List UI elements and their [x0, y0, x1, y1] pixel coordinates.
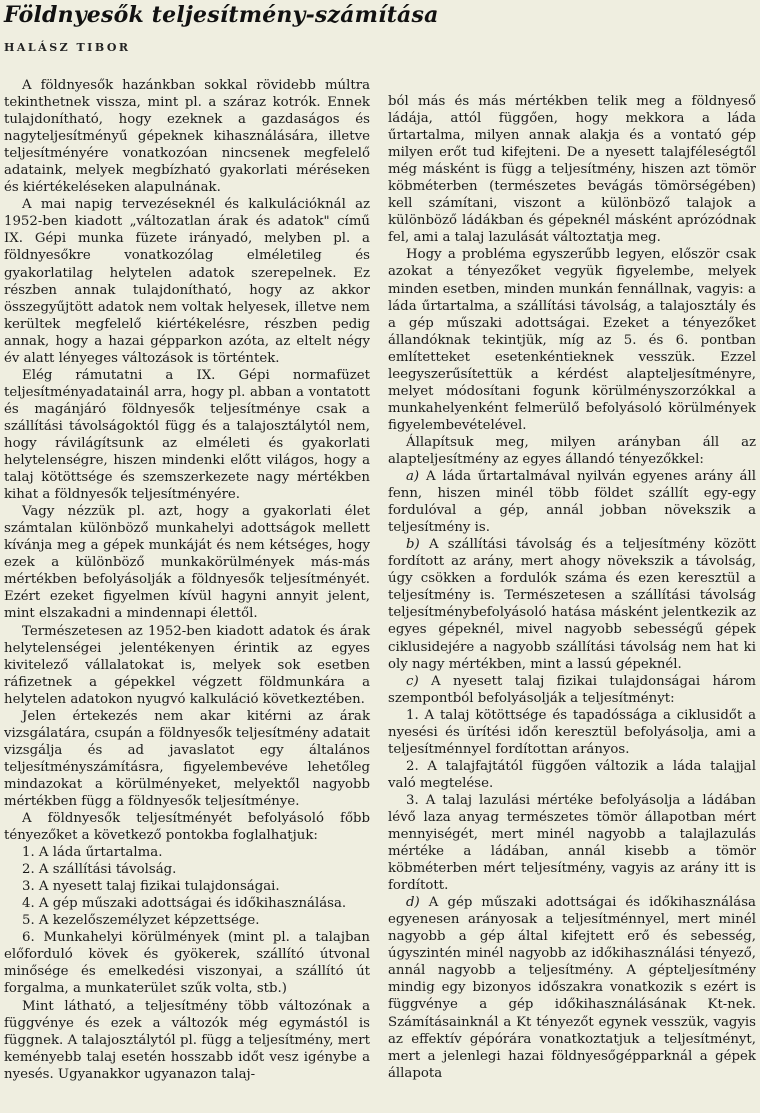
article-title: Földnyesők teljesítmény-számítása — [4, 2, 439, 28]
paragraph: Természetesen az 1952-ben kiadott adatok és árak helytelenségei jelentékenyen érintik az egyes kivitelező vállalatokat is, melyek sok esetben ráfizetnek a gépekkel végzett földmunkára a helytelen adatokon nyugvó kalkuláció következtében. — [4, 623, 370, 707]
point-text: A gép műszaki adottságai és időkihasználása egyenesen arányosak a teljesítménnyel, mert minél nagyobb a gép által kifejtett erő és sebesség, úgyszintén minél nagyobb az időkihasználási tényező, annál nagyobb a teljesítmény. A gépteljesítmény mindig egy bizonyos időszakra vonatkozik s ezért is függvénye a gép időkihasználásának Kt-nek. Számításainknál a Kt tényezőt egynek vesszük, vagyis az effektív gépórára vonatkoztatjuk a teljesítményt, mert a jelenlegi hazai földnyesőgépparknál a gépek állapota — [388, 895, 756, 1081]
factor-item: 2. A szállítási távolság. — [22, 862, 177, 878]
factor-item: 5. A kezelőszemélyzet képzettsége. — [22, 913, 260, 929]
factor-item: 4. A gép műszaki adottságai és időkihasználása. — [22, 896, 347, 912]
paragraph: A földnyesők hazánkban sokkal rövidebb múltra tekinthetnek vissza, mint pl. a száraz kotrók. Ennek tulajdonítható, hogy ezeknek a gazdaságos és nagyteljesítményű gépeknek kihasználására, illetve teljesítményére vonatkozóan nincsenek megfelelő adataink, melyek megbízható gyakorlati méréseken és kiértékeléseken alapulnának. — [4, 78, 370, 196]
paragraph: Hogy a probléma egyszerűbb legyen, először csak azokat a tényezőket vegyük figyelembe, melyek minden esetben, minden munkán fennállnak, vagyis: a láda űrtartalma, a szállítási távolság, a talajosztály és a gép műszaki adottságai. Ezeket a tényezőket állandóknak tekintjük, míg az 5. és 6. pontban említetteket esetenkéntieknek vesszük. Ezzel leegyszerűsítettük a kérdést alapteljesítményre, melyet módosítani fogunk körülményszorzókkal a munkahelyenként felmerülő befolyásoló körülmények figyelembevételével. — [388, 247, 756, 433]
paragraph: Jelen értekezés nem akar kitérni az árak vizsgálatára, csupán a földnyesők teljesítmény adatait vizsgálja és ad javaslatot egy általános teljesítményszámításra, figyelembevéve lehetőleg mindazokat a körülményeket, melyektől nagyobb mértékben függ a földnyesők teljesítménye. — [4, 708, 370, 809]
point-text: A nyesett talaj fizikai tulajdonságai három szempontból befolyásolják a teljesítményt: — [388, 673, 756, 706]
author-name: HALÁSZ TIBOR — [4, 41, 131, 54]
point-d — [388, 894, 756, 1082]
soil-item: 3. A talaj lazulási mértéke befolyásolja a ládában lévő laza anyag természetes tömör állapotban mért mennyiségét, mert minél nagyobb a talajlazulás mértéke a ládában, annál kisebb a tömör köbméterben mért teljesítmény, vagyis az arány itt is fordított. — [388, 792, 756, 894]
point-a — [388, 468, 756, 536]
point-text: A szállítási távolság és a teljesítmény között fordított az arány, mert ahogy növekszik a távolság, úgy csökken a fordulók száma és ezen keresztül a teljesítmény is. Természetesen a szállítási távolság teljesítménybefolyásoló hatása másként jelentkezik az egyes gépeknél, mivel nagyobb sebességű gépek ciklusidejére a nagyobb szállítási távolság nem hat ki oly nagy mértékben, mint a lassú gépeknél. — [388, 537, 756, 672]
factor-item: 1. A láda űrtartalma. — [22, 845, 163, 861]
paragraph: Mint látható, a teljesítmény több változónak a függvénye és ezek a változók még egymástól is függnek. A talajosztálytól pl. függ a teljesítmény, mert keményebb talaj esetén hosszabb időt vesz igénybe a nyesés. Ugyanakkor ugyanazon talaj- — [4, 998, 370, 1082]
left-column — [4, 77, 370, 1083]
paragraph: ból más és más mértékben telik meg a földnyeső ládája, attól függően, hogy mekkora a láda űrtartalma, milyen annak alakja és a vontató gép milyen erőt tud kifejteni. De a nyesett talajféleségtől még másként is függ a teljesítmény, hiszen azt tömör köbméterben (természetes bevágás tömörségében) kell számítani, viszont a különböző talajok a különböző ládákban és gépeknél másként aprózódnak fel, ami a talaj lazulását változtatja meg. — [388, 94, 756, 246]
point-c — [388, 673, 756, 707]
point-text: A láda űrtartalmával nyilván egyenes arány áll fenn, hiszen minél több földet szállít egy-egy fordulóval a gép, annál jobban növekszik a teljesítmény is. — [388, 469, 756, 536]
factor-item: 3. A nyesett talaj fizikai tulajdonságai. — [22, 879, 280, 895]
paragraph: Elég rámutatni a IX. Gépi normafüzet teljesítményadatainál arra, hogy pl. abban a vontatott és magánjáró földnyesők teljesítménye csak a szállítási távolságoktól függ és a talajosztálytól nem, hogy rávilágítsunk az elméleti és gyakorlati helytelenségre, hiszen mindenki előtt világos, hogy a talaj kötöttsége és szemszerkezete nagy mértékben kihat a földnyesők teljesítményére. — [4, 367, 370, 503]
point-marker: a) — [406, 469, 420, 485]
soil-item: 2. A talajfajtától függően változik a láda talajjal való megtelése. — [388, 758, 756, 791]
factor-item: 6. Munkahelyi körülmények (mint pl. a talajban előforduló kövek és gyökerek, szállító útvonal minősége és emelkedési viszonyai, a szállító út forgalma, a munkaterület szűk volta, stb.) — [4, 930, 370, 997]
paragraph: Állapítsuk meg, milyen arányban áll az alapteljesítmény az egyes állandó tényezőkkel: — [388, 434, 756, 467]
point-b — [388, 536, 756, 672]
point-marker: d) — [406, 895, 420, 911]
point-marker: c) — [406, 673, 419, 689]
soil-item: 1. A talaj kötöttsége és tapadóssága a ciklusidőt a nyesési és ürítési időn keresztül befolyásolja, ami a teljesítménnyel fordítottan arányos. — [388, 707, 756, 757]
paragraph: A mai napig tervezéseknél és kalkulációknál az 1952-ben kiadott „változatlan árak és adatok" című IX. Gépi munka füzete irányadó, melyben pl. a földnyesőkre vonatkozólag elméletileg és gyakorlatilag helytelen adatok szerepelnek. Ez részben annak tulajdonítható, hogy az akkor összegyűjtött adatok nem voltak helyesek, illetve nem kerültek megfelelő kiértékelésre, részben pedig annak, hogy a hazai gépparkon azóta, az eltelt négy év alatt lényeges változások is történtek. — [4, 197, 370, 366]
paragraph: Vagy nézzük pl. azt, hogy a gyakorlati élet számtalan különböző munkahelyi adottságok mellett kívánja meg a gépek munkáját és nem kétséges, hogy ezek a különböző munkakörülmények más-más mértékben befolyásolják a földnyesők teljesítményét. Ezért ezeket figyelmen kívül hagyni annyit jelent, mint elszakadni a mindennapi élettől. — [4, 504, 370, 622]
right-column — [388, 93, 756, 1082]
paragraph: A földnyesők teljesítményét befolyásoló főbb tényezőket a következő pontokba foglalhatjuk: — [4, 811, 370, 844]
point-marker: b) — [406, 537, 420, 553]
